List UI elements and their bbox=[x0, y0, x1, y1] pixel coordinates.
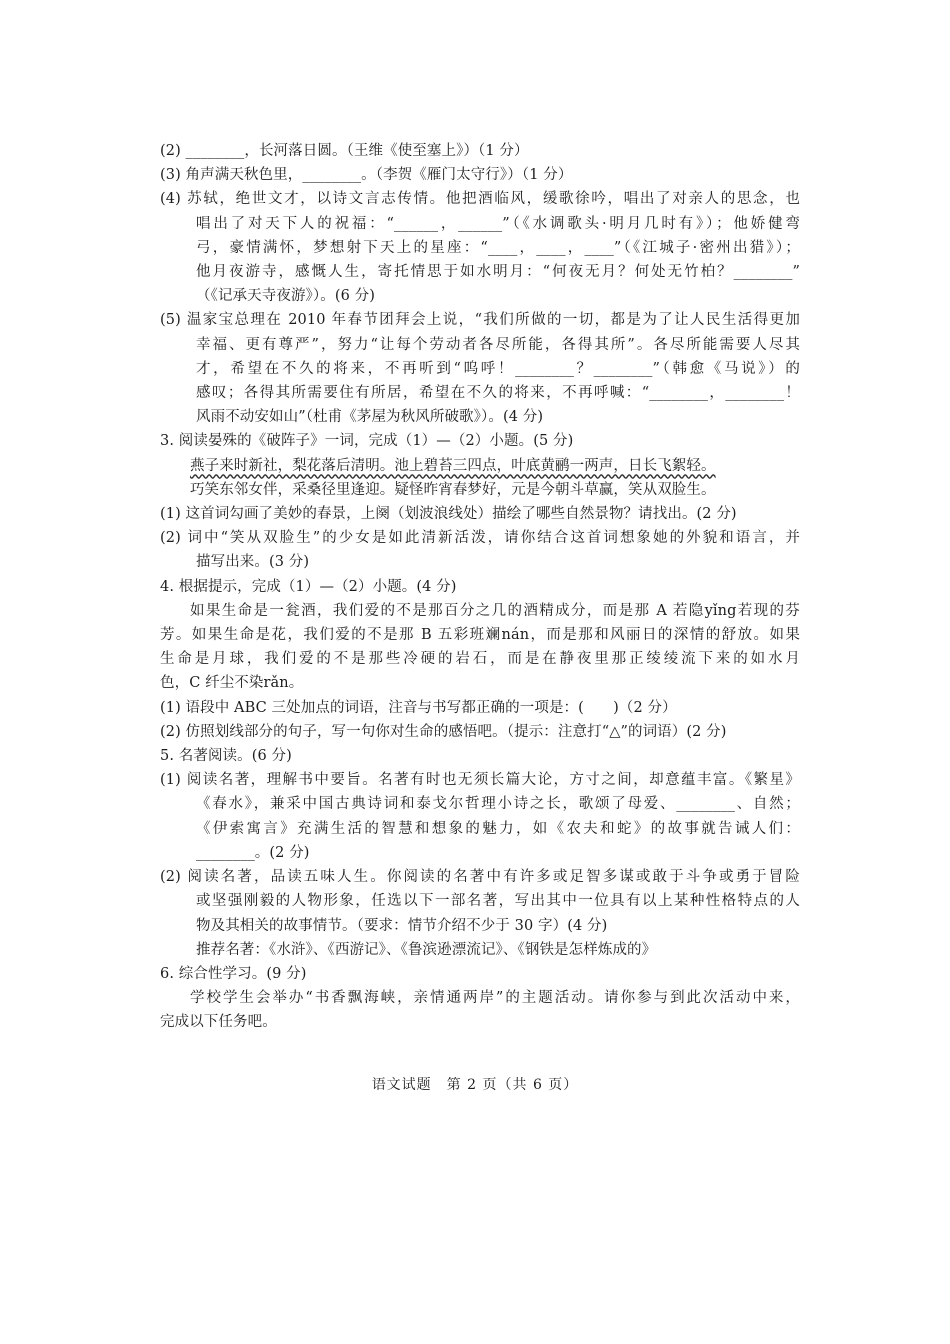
text-line: ________。(2 分) bbox=[196, 844, 310, 861]
text-line: 完成以下任务吧。 bbox=[160, 1014, 277, 1031]
text-line: 弓，豪情满怀，梦想射下天上的星座：“____，____，____”（《江城子·密州出猎》）； bbox=[196, 239, 800, 256]
text-line: (4) 苏轼，绝世文才，以诗文言志传情。他把酒临风，缓歌徐吟，唱出了对亲人的思念，也 bbox=[160, 191, 800, 208]
text-line: (5) 温家宝总理在 2010 年春节团拜会上说，“我们所做的一切，都是为了让人民生活得更加 bbox=[160, 312, 800, 329]
text-line: 或坚强刚毅的人物形象，任选以下一部名著，写出其中一位具有以上某种性格特点的人 bbox=[196, 893, 800, 910]
text-line: 5. 名著阅读。(6 分) bbox=[160, 748, 292, 765]
text-line: 物及其相关的故事情节。（要求：情节介绍不少于 30 字）(4 分) bbox=[196, 917, 608, 934]
text-line: (2) 词中“笑从双脸生”的少女是如此清新活泼，请你结合这首词想象她的外貌和语言，并 bbox=[160, 530, 800, 547]
text-line: 巧笑东邻女伴，采桑径里逢迎。疑怪昨宵春梦好，元是今朝斗草赢，笑从双脸生。 bbox=[190, 481, 716, 498]
text-line: 生命是月球，我们爱的不是那些冷硬的岩石，而是在静夜里那正绫绫流下来的如水月 bbox=[160, 651, 800, 668]
text-line: 3. 阅读晏殊的《破阵子》一词，完成（1）—（2）小题。(5 分) bbox=[160, 433, 574, 450]
text-line: 4. 根据提示，完成（1）—（2）小题。(4 分) bbox=[160, 578, 457, 595]
text-line: （《记承天寺夜游》）。(6 分) bbox=[196, 288, 375, 305]
page-footer: 语文试题 第 2 页（共 6 页） bbox=[371, 1077, 579, 1093]
text-line: 如果生命是一瓮酒，我们爱的不是那百分之几的酒精成分，而是那 A 若隐yǐng若现的芬 bbox=[190, 602, 800, 619]
text-line: 《伊索寓言》充满生活的智慧和想象的魅力，如《农夫和蛇》的故事就告诫人们： bbox=[196, 820, 800, 837]
text-line: 6. 综合性学习。(9 分) bbox=[160, 965, 307, 982]
text-line: (1) 阅读名著，理解书中要旨。名著有时也无须长篇大论，方寸之间，却意蕴丰富。《繁星》 bbox=[160, 772, 800, 789]
exam-content bbox=[160, 139, 800, 1035]
text-line: 感叹；各得其所需要住有所居，希望在不久的将来，不再呼喊：“________，________！ bbox=[196, 385, 800, 402]
text-line: 唱出了对天下人的祝福：“______，______”（《水调歌头·明月几时有》）；他娇健弯 bbox=[196, 215, 800, 232]
text-line: 风雨不动安如山”（杜甫《茅屋为秋风所破歌》）。(4 分) bbox=[196, 409, 544, 426]
text-line: (1) 这首词勾画了美妙的春景，上阕（划波浪线处）描绘了哪些自然景物？请找出。(2 分) bbox=[160, 506, 737, 523]
text-line: 《春水》，兼采中国古典诗词和泰戈尔哲理小诗之长，歌颂了母爱、________、自然； bbox=[196, 796, 800, 813]
text-line: 他月夜游寺，感慨人生，寄托情思于如水明月：“何夜无月？何处无竹柏？________” bbox=[196, 264, 800, 281]
text-line: 学校学生会举办“书香飘海峡，亲情通两岸”的主题活动。请你参与到此次活动中来， bbox=[190, 990, 800, 1007]
text-line: (1) 语段中 ABC 三处加点的词语，注音与书写都正确的一项是：( )（2 分） bbox=[160, 699, 677, 716]
text-line: (3) 角声满天秋色里，________。（李贺《雁门太守行》）（1 分） bbox=[160, 167, 573, 184]
text-line: (2) ________，长河落日圆。（王维《使至塞上》）（1 分） bbox=[160, 143, 529, 159]
text-line: 燕子来时新社，梨花落后清明。池上碧苔三四点，叶底黄鹂一两声，日长飞絮轻。 bbox=[190, 457, 716, 474]
text-line: 色，C 纤尘不染rǎn。 bbox=[160, 675, 304, 692]
text-line: 推荐名著：《水浒》、《西游记》、《鲁滨逊漂流记》、《钢铁是怎样炼成的》 bbox=[196, 941, 657, 958]
text-line: (2) 仿照划线部分的句子，写一句你对生命的感悟吧。（提示：注意打“△”的词语）(2 分) bbox=[160, 723, 727, 740]
text-line: 幸福、更有尊严”，努力“让每个劳动者各尽所能，各得其所”。各尽所能需要人尽其 bbox=[196, 336, 800, 353]
text-line: (2) 阅读名著，品读五味人生。你阅读的名著中有许多或足智多谋或敢于斗争或勇于冒险 bbox=[160, 869, 800, 886]
text-line: 才，希望在不久的将来，不再听到“呜呼！________？________”（韩愈《马说》）的 bbox=[196, 360, 800, 377]
text-line: 芳。如果生命是花，我们爱的不是那 B 五彩班斓nán，而是那和风丽日的深情的舒放。如果 bbox=[160, 627, 800, 644]
text-line: 描写出来。(3 分) bbox=[196, 554, 310, 571]
